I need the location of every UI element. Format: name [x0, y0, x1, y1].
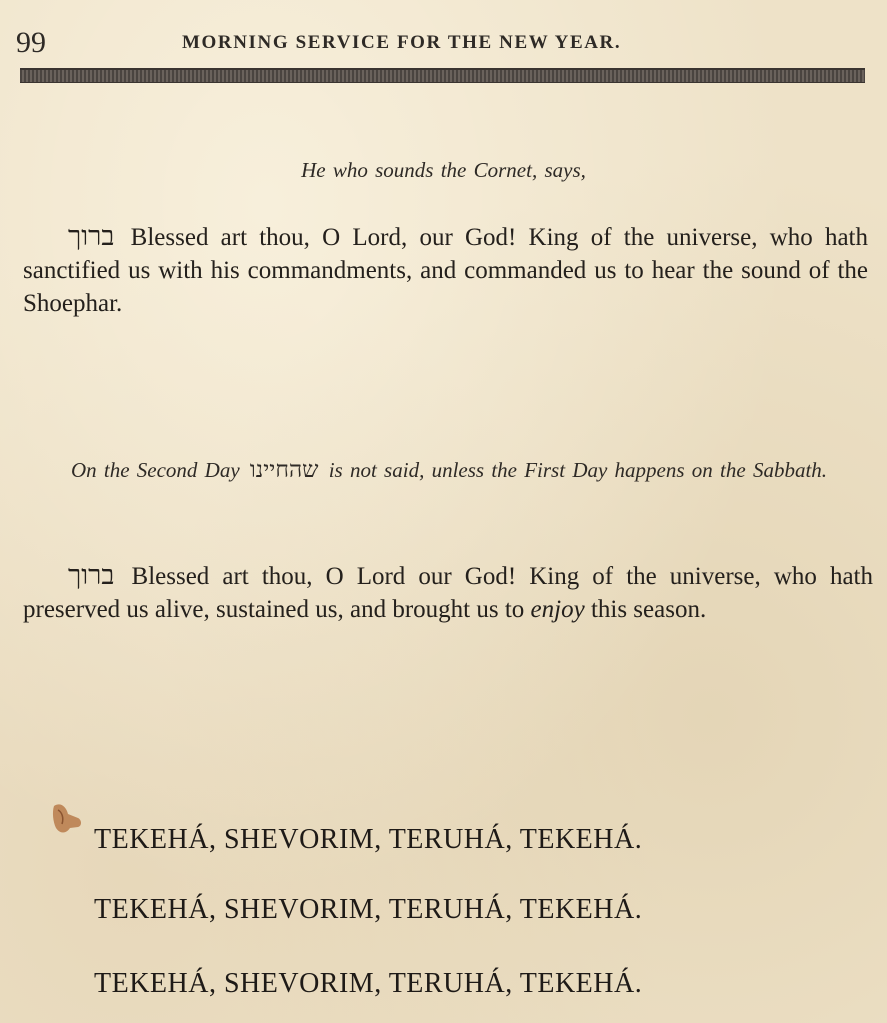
blessing-season-italic: enjoy: [530, 596, 585, 623]
hebrew-baruch: ברוך: [68, 221, 115, 252]
call-line: TEKEHÁ, SHEVORIM, TERUHÁ, TEKEHÁ.: [94, 824, 643, 855]
call-line: TEKEHÁ, SHEVORIM, TERUHÁ, TEKEHÁ.: [94, 968, 643, 999]
header-rule: [20, 68, 865, 83]
call-line: TEKEHÁ, SHEVORIM, TERUHÁ, TEKEHÁ.: [94, 894, 643, 925]
blessing-shoephar: [23, 220, 868, 320]
hebrew-shehecheyanu: שהחיינו: [249, 457, 319, 483]
page-number: 99: [16, 26, 46, 59]
rubric-cornet: He who sounds the Cornet, says,: [301, 158, 586, 182]
running-title: MORNING SERVICE FOR THE NEW YEAR.: [182, 32, 622, 53]
blessing-season-text-after: this season.: [590, 596, 707, 623]
rubric-second-day: [24, 454, 874, 487]
pointing-hand-icon: [50, 800, 86, 840]
blessing-season-text-before: Blessed art thou, O Lord our God! King of the universe, who hath preserved us alive, sustained us, and brought us to: [23, 563, 873, 623]
running-head: [0, 20, 887, 60]
rubric-second-day-after: is not said, unless the First Day happens on the Sabbath.: [328, 458, 828, 482]
blessing-season: [23, 559, 873, 626]
hebrew-baruch-2: ברוך: [68, 560, 115, 591]
blessing-shoephar-text: Blessed art thou, O Lord, our God! King of the universe, who hath sanctified us with his commandments, and commanded us to hear the sound of the Shoephar.: [23, 224, 868, 317]
rubric-second-day-before: On the Second Day: [70, 458, 240, 482]
